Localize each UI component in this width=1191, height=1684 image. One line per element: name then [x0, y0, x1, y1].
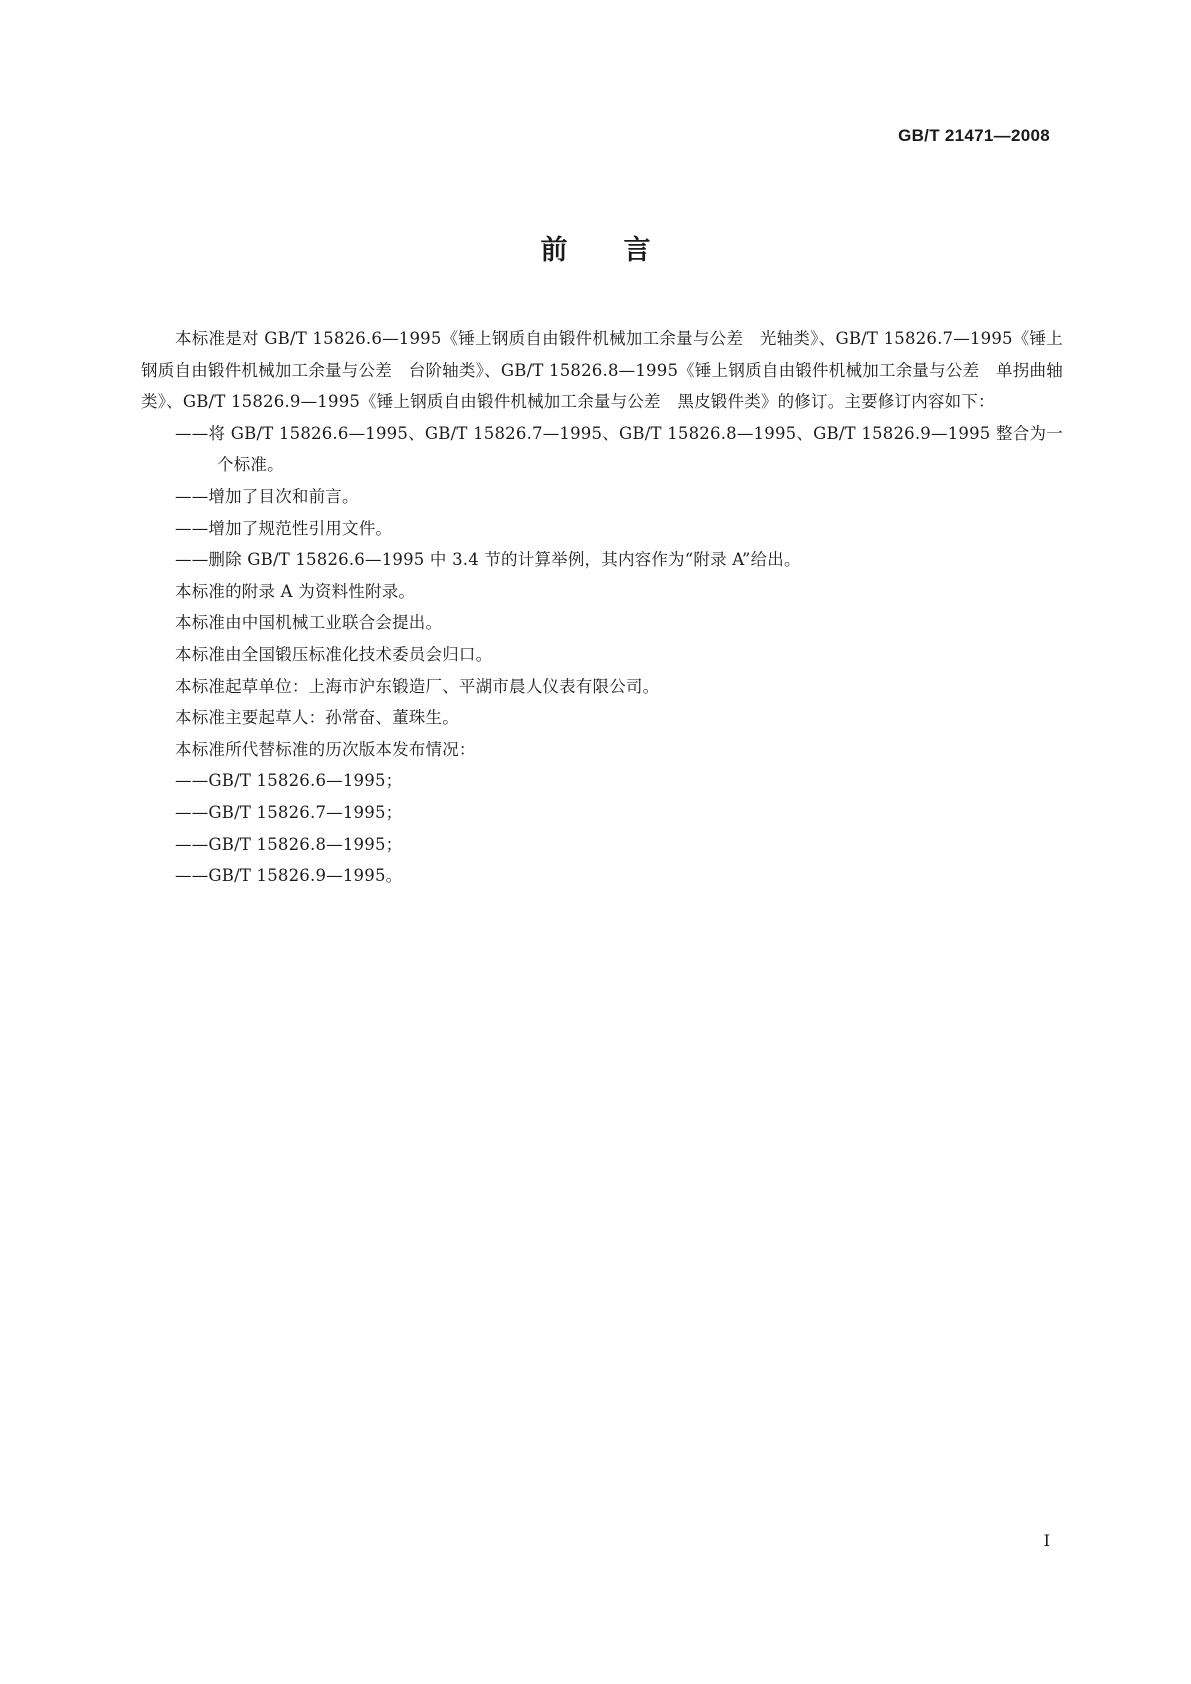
history-item: ——GB/T 15826.7—1995；: [175, 802, 403, 822]
history-item: ——GB/T 15826.8—1995；: [175, 834, 403, 854]
page-number: I: [1043, 1531, 1050, 1550]
intro-paragraph: 本标准是对 GB/T 15826.6—1995《锤上钢质自由锻件机械加工余量与公差 光轴类》、GB/T 15826.7—1995《锤上钢质自由锻件机械加工余量与公差 台阶轴类》、GB/T 15826.8—1995《锤上钢质自由锻件机械加工余量与公差 单拐曲轴类》、GB/T 15826.9—1995《锤上钢质自由锻件机械加工余量与公差 黑皮锻件类》的修订。主要修订内容如下：: [141, 329, 1063, 412]
revision-item: ——将 GB/T 15826.6—1995、GB/T 15826.7—1995、GB/T 15826.8—1995、GB/T 15826.9—1995 整合为一个标准。: [175, 423, 1063, 475]
statement-drafters: 本标准主要起草人：孙常奋、董珠生。: [175, 708, 459, 728]
statement-committee: 本标准由全国锻压标准化技术委员会归口。: [175, 644, 493, 664]
statement-history-intro: 本标准所代替标准的历次版本发布情况：: [175, 739, 476, 759]
history-item: ——GB/T 15826.6—1995；: [175, 771, 403, 791]
page-title: 前言: [540, 235, 707, 266]
foreword-body: [141, 323, 1063, 892]
statement-annex: 本标准的附录 A 为资料性附录。: [175, 581, 416, 601]
revision-item: ——增加了规范性引用文件。: [175, 518, 393, 538]
revision-item: ——增加了目次和前言。: [175, 486, 359, 506]
standard-code: GB/T 21471—2008: [898, 126, 1050, 145]
statement-drafting-units: 本标准起草单位：上海市沪东锻造厂、平湖市晨人仪表有限公司。: [175, 676, 660, 696]
revision-item: ——删除 GB/T 15826.6—1995 中 3.4 节的计算举例，其内容作为“附录 A”给出。: [175, 550, 801, 570]
statement-proposer: 本标准由中国机械工业联合会提出。: [175, 613, 443, 633]
history-item: ——GB/T 15826.9—1995。: [175, 866, 403, 886]
